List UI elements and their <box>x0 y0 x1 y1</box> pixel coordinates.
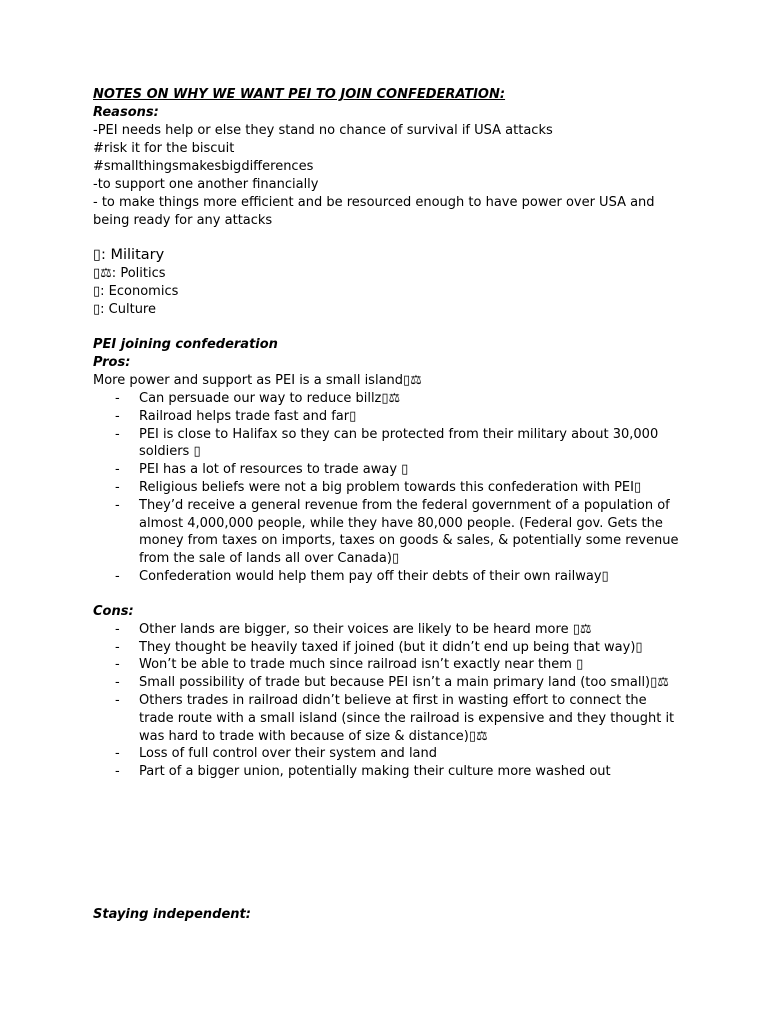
spacer <box>93 319 683 336</box>
reason-line: #risk it for the biscuit <box>93 141 235 156</box>
dash-bullet: - <box>115 639 120 655</box>
dash-bullet: - <box>115 391 120 406</box>
dash-bullet: - <box>115 692 120 708</box>
dash-bullet: - <box>115 675 120 691</box>
legend-military: ▯: Military <box>93 247 165 263</box>
reason-line: -PEI needs help or else they stand no chance of survival if USA attacks <box>93 123 553 138</box>
reason-line: -to support one another financially <box>93 177 319 192</box>
pros-heading: Pros: <box>93 355 131 370</box>
document-title: NOTES ON WHY WE WANT PEI TO JOIN CONFEDERATION: <box>93 87 506 102</box>
list-item: - Other lands are bigger, so their voices are likely to be heard more ▯⚖ <box>115 621 592 637</box>
spacer <box>93 230 683 246</box>
section-heading: PEI joining confederation <box>93 337 278 352</box>
spacer <box>93 586 683 603</box>
cons-heading: Cons: <box>93 603 134 619</box>
list-item: - Part of a bigger union, potentially making their culture more washed out <box>115 764 611 780</box>
list-item: - PEI has a lot of resources to trade away ▯ <box>115 462 409 478</box>
pros-list <box>93 390 683 586</box>
dash-bullet: - <box>115 497 120 513</box>
dash-bullet: - <box>115 462 120 478</box>
dash-bullet: - <box>115 657 120 673</box>
list-item: - Confederation would help them pay off their debts of their own railway▯ <box>115 568 609 584</box>
reason-line: #smallthingsmakesbigdifferences <box>93 159 314 174</box>
list-item: - They’d receive a general revenue from the federal government of a population of almost 4,000,000 people, while they have 80,000 people. (Federal gov. Gets the money from taxes on imports, taxes on goods & sales, & potentially some revenue from the sale of lands all over Canada)▯ <box>115 497 679 567</box>
pros-intro: More power and support as PEI is a small island▯⚖ <box>93 373 422 388</box>
dash-bullet: - <box>115 746 120 762</box>
dash-bullet: - <box>115 764 120 780</box>
dash-bullet: - <box>115 621 120 637</box>
cons-list <box>93 621 683 781</box>
list-item: - Can persuade our way to reduce billz▯⚖ <box>115 391 401 406</box>
list-item: - They thought be heavily taxed if joined (but it didn’t end up being that way)▯ <box>115 639 643 655</box>
dash-bullet: - <box>115 426 120 442</box>
staying-independent-heading: Staying independent: <box>93 907 251 922</box>
legend-economics: ▯: Economics <box>93 284 179 299</box>
list-item: - Railroad helps trade fast and far▯ <box>115 408 357 424</box>
document-body <box>93 86 683 781</box>
reason-line: - to make things more efficient and be resourced enough to have power over USA and being ready for any attacks <box>93 195 655 228</box>
list-item: - Religious beliefs were not a big problem towards this confederation with PEI▯ <box>115 479 642 495</box>
list-item: - PEI is close to Halifax so they can be protected from their military about 30,000 soldiers ▯ <box>115 426 659 460</box>
dash-bullet: - <box>115 568 120 584</box>
legend-culture: ▯: Culture <box>93 302 156 317</box>
list-item: - Others trades in railroad didn’t believe at first in wasting effort to connect the trade route with a small island (since the railroad is expensive and they thought it was hard to trade with because of size & distance)▯⚖ <box>115 692 675 744</box>
dash-bullet: - <box>115 479 120 495</box>
legend-politics: ▯⚖: Politics <box>93 266 166 281</box>
list-item: - Small possibility of trade but because PEI isn’t a main primary land (too small)▯⚖ <box>115 675 669 691</box>
list-item: - Won’t be able to trade much since railroad isn’t exactly near them ▯ <box>115 657 584 673</box>
reasons-heading: Reasons: <box>93 105 159 120</box>
dash-bullet: - <box>115 408 120 424</box>
list-item: - Loss of full control over their system and land <box>115 746 438 762</box>
